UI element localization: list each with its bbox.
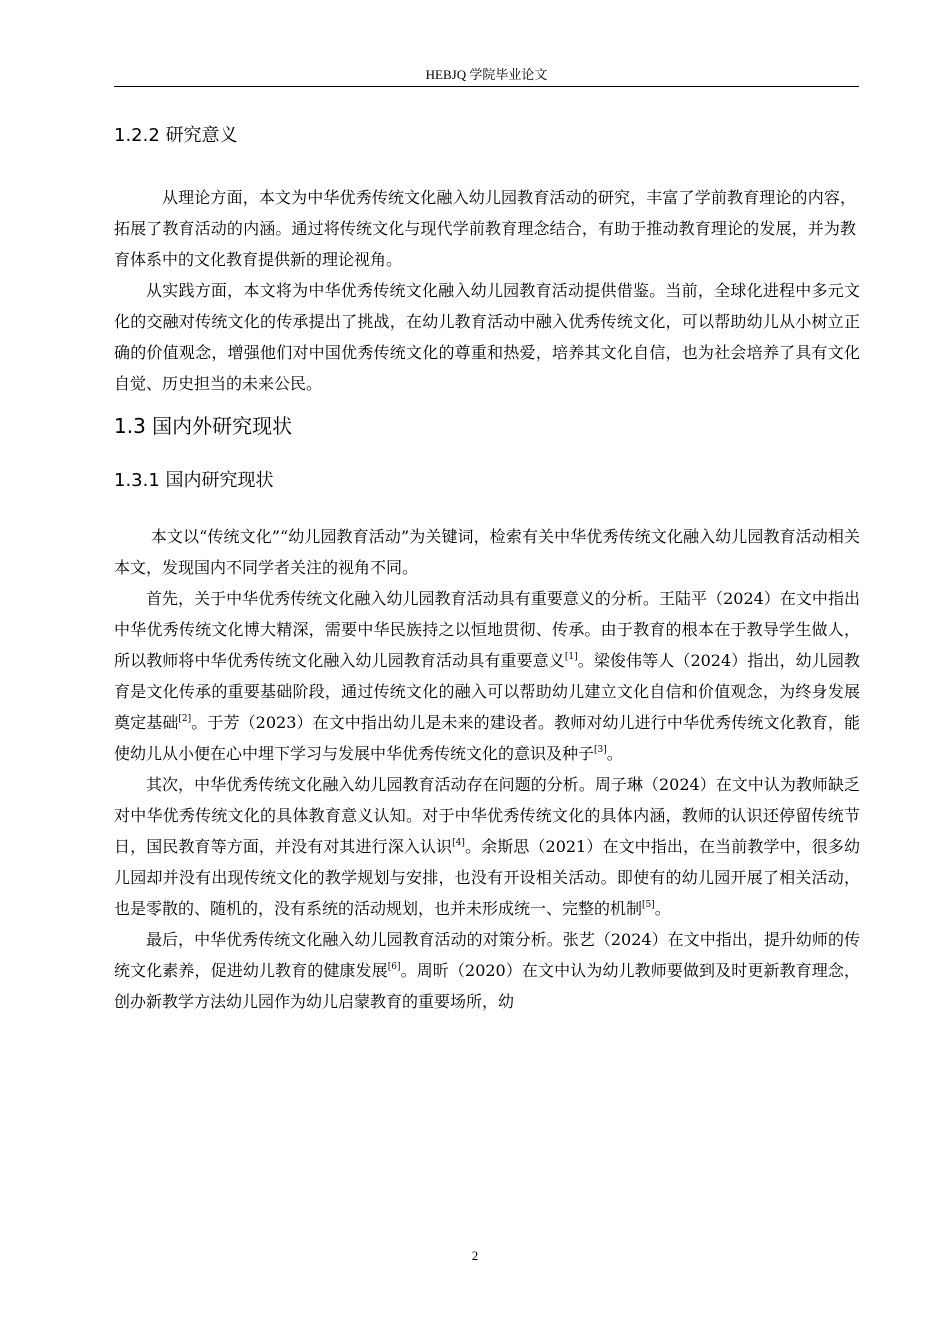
paragraph-text: 。梁俊伟等人（2024）指出，幼儿园教育是文化传承的重要基础阶段，通过传统文化的融入可以帮助幼儿建立文化自信和价值观念，为终身发展奠定基础 (114, 651, 860, 732)
paragraph (114, 182, 860, 275)
paragraph-text: 本文以“传统文化”“幼儿园教育活动”为关键词，检索有关中华优秀传统文化融入幼儿园教育活动相关本文，发现国内不同学者关注的视角不同。 (114, 527, 860, 577)
citation-4[interactable]: [4] (452, 838, 465, 848)
paragraph-text: 。 (606, 744, 623, 763)
heading-research-significance: 1.2.2 研究意义 (114, 125, 238, 146)
paragraph-text: 从实践方面，本文将为中华优秀传统文化融入幼儿园教育活动提供借鉴。当前，全球化进程中多元文化的交融对传统文化的传承提出了挑战，在幼儿教育活动中融入优秀传统文化，可以帮助幼儿从小树立正确的价值观念，增强他们对中国优秀传统文化的尊重和热爱，培养其文化自信，也为社会培养了具有文化自觉、历史担当的未来公民。 (114, 281, 860, 393)
citation-5[interactable]: [5] (642, 900, 655, 910)
citation-2[interactable]: [2] (178, 714, 192, 724)
paragraph (114, 924, 860, 1017)
heading-research-status: 1.3 国内外研究现状 (114, 414, 293, 438)
citation-3[interactable]: [3] (594, 745, 607, 755)
paragraph-text: 从理论方面，本文为中华优秀传统文化融入幼儿园教育活动的研究，丰富了学前教育理论的内容，拓展了教育活动的内涵。通过将传统文化与现代学前教育理念结合，有助于推动教育理论的发展，并为教育体系中的文化教育提供新的理论视角。 (114, 188, 856, 269)
paragraph-text: 。 (654, 899, 671, 918)
paragraph-text: 。于芳（2023）在文中指出幼儿是未来的建设者。教师对幼儿进行中华优秀传统文化教育，能使幼儿从小便在心中埋下学习与发展中华优秀传统文化的意识及种子 (114, 713, 860, 763)
page-number: 2 (471, 1248, 479, 1263)
header-rule (114, 86, 859, 87)
paragraph-text: 其次，中华优秀传统文化融入幼儿园教育活动存在问题的分析。周子琳（2024）在文中认为教师缺乏对中华优秀传统文化的具体教育意义认知。对于中华优秀传统文化的具体内涵，教师的认识还停留传统节日，国民教育等方面，并没有对其进行深入认识 (114, 775, 860, 856)
citation-1[interactable]: [1] (564, 652, 578, 662)
heading-domestic-research: 1.3.1 国内研究现状 (114, 470, 274, 491)
paragraph-text: 。余斯思（2021）在文中指出，在当前教学中，很多幼儿园却并没有出现传统文化的教学规划与安排，也没有开设相关活动。即使有的幼儿园开展了相关活动，也是零散的、随机的，没有系统的活动规划，也并未形成统一、完整的机制 (114, 837, 860, 918)
main-content (114, 118, 860, 1017)
paragraph-text: 最后，中华优秀传统文化融入幼儿园教育活动的对策分析。张艺（2024）在文中指出，提升幼师的传统文化素养，促进幼儿教育的健康发展 (114, 930, 860, 980)
paragraph (114, 275, 860, 399)
paragraph (114, 769, 860, 924)
paragraph (114, 583, 860, 769)
paragraph-text: 首先，关于中华优秀传统文化融入幼儿园教育活动具有重要意义的分析。王陆平（2024）在文中指出中华优秀传统文化博大精深，需要中华民族持之以恒地贯彻、传承。由于教育的根本在于教导学生做人，所以教师将中华优秀传统文化融入幼儿园教育活动具有重要意义 (114, 589, 860, 670)
running-header: HEBJQ 学院毕业论文 (425, 67, 548, 82)
paragraph-text: 。周昕（2020）在文中认为幼儿教师要做到及时更新教育理念，创办新教学方法幼儿园作为幼儿启蒙教育的重要场所，幼 (114, 961, 860, 1011)
citation-6[interactable]: [6] (387, 962, 401, 972)
paragraph (114, 521, 860, 583)
